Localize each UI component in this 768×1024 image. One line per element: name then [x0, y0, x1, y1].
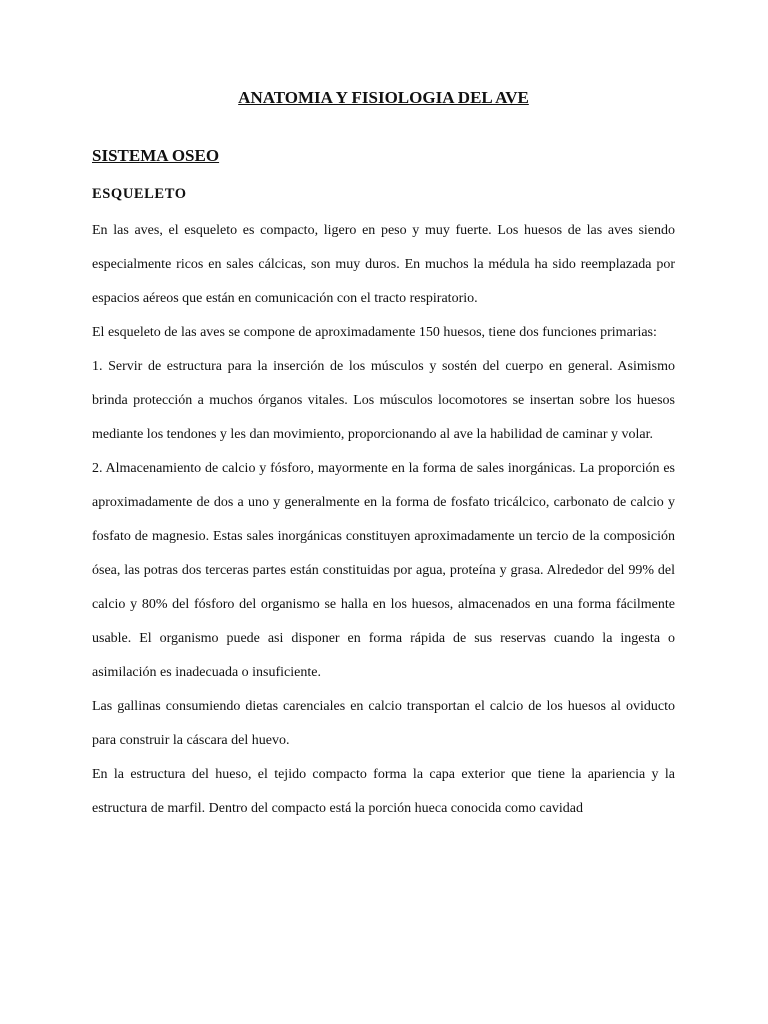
- paragraph-function-1: 1. Servir de estructura para la inserción de los músculos y sostén del cuerpo en general. Asimismo brinda protección a muchos órganos vitales. Los músculos locomotores se insertan sobre los huesos mediante los tendones y les dan movimiento, proporcionando al ave la habilidad de caminar y volar.: [92, 359, 675, 442]
- paragraph-gallinas: Las gallinas consumiendo dietas carenciales en calcio transportan el calcio de los huesos al oviducto para construir la cáscara del huevo.: [92, 699, 675, 748]
- subheading-esqueleto: ESQUELETO: [92, 186, 187, 202]
- paragraph-function-2: 2. Almacenamiento de calcio y fósforo, mayormente en la forma de sales inorgánicas. La proporción es aproximadamente de dos a uno y generalmente en la forma de fosfato tricálcico, carbonato de calcio y fosfato de magnesio. Estas sales inorgánicas constituyen aproximadamente un tercio de la composición ósea, las potras dos terceras partes están constituidas por agua, proteína y grasa. Alrededor del 99% del calcio y 80% del fósforo del organismo se halla en los huesos, almacenados en una forma fácilmente usable. El organismo puede asi disponer en forma rápida de sus reservas cuando la ingesta o asimilación es inadecuada o insuficiente.: [92, 461, 675, 680]
- paragraph-functions: El esqueleto de las aves se compone de aproximadamente 150 huesos, tiene dos funciones primarias:: [92, 325, 657, 340]
- page-content: [92, 86, 675, 826]
- document-title: ANATOMIA Y FISIOLOGIA DEL AVE: [238, 88, 529, 107]
- section-heading-sistema-oseo: SISTEMA OSEO: [92, 146, 220, 165]
- paragraph-bone-structure: En la estructura del hueso, el tejido compacto forma la capa exterior que tiene la apariencia y la estructura de marfil. Dentro del compacto está la porción hueca conocida como cavidad: [92, 767, 675, 816]
- paragraph-intro: En las aves, el esqueleto es compacto, ligero en peso y muy fuerte. Los huesos de las aves siendo especialmente ricos en sales cálcicas, son muy duros. En muchos la médula ha sido reemplazada por espacios aéreos que están en comunicación con el tracto respiratorio.: [92, 223, 675, 306]
